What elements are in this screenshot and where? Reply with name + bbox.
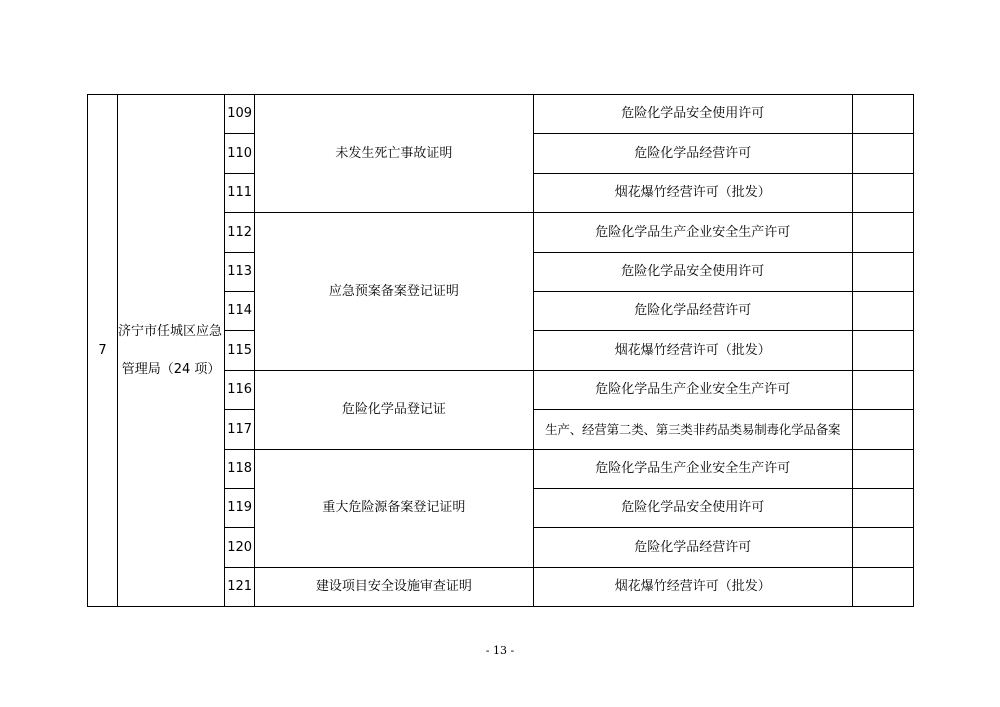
blank-cell xyxy=(852,213,913,252)
row-number: 117 xyxy=(225,410,255,449)
license-item: 危险化学品经营许可 xyxy=(533,528,852,567)
blank-cell xyxy=(852,410,913,449)
row-number: 115 xyxy=(225,331,255,370)
blank-cell xyxy=(852,291,913,330)
license-item: 烟花爆竹经营许可（批发） xyxy=(533,331,852,370)
row-number: 112 xyxy=(225,213,255,252)
row-number: 118 xyxy=(225,449,255,488)
certificate-cell: 危险化学品登记证 xyxy=(255,370,533,449)
blank-cell xyxy=(852,567,913,606)
row-number: 114 xyxy=(225,291,255,330)
blank-cell xyxy=(852,331,913,370)
table-row xyxy=(88,95,914,134)
blank-cell xyxy=(852,528,913,567)
blank-cell xyxy=(852,449,913,488)
row-number: 109 xyxy=(225,95,255,134)
department-cell xyxy=(118,95,225,607)
certificate-cell: 应急预案备案登记证明 xyxy=(255,213,533,371)
blank-cell xyxy=(852,95,913,134)
certificate-cell: 建设项目安全设施审查证明 xyxy=(255,567,533,606)
blank-cell xyxy=(852,488,913,527)
department-name-line1: 济宁市任城区应急 xyxy=(118,323,223,339)
license-item: 烟花爆竹经营许可（批发） xyxy=(533,567,852,606)
row-number: 111 xyxy=(225,173,255,212)
certificate-table xyxy=(87,94,914,607)
license-item: 危险化学品生产企业安全生产许可 xyxy=(533,213,852,252)
department-name-line2: 管理局（24 项） xyxy=(121,361,221,377)
license-item: 危险化学品经营许可 xyxy=(533,134,852,173)
row-number: 119 xyxy=(225,488,255,527)
certificate-cell: 重大危险源备案登记证明 xyxy=(255,449,533,567)
license-item: 生产、经营第二类、第三类非药品类易制毒化学品备案 xyxy=(533,410,852,449)
sequence-cell: 7 xyxy=(88,95,118,607)
license-item: 危险化学品安全使用许可 xyxy=(533,95,852,134)
page-number: - 13 - xyxy=(485,644,515,657)
row-number: 120 xyxy=(225,528,255,567)
license-item: 危险化学品安全使用许可 xyxy=(533,488,852,527)
license-item: 烟花爆竹经营许可（批发） xyxy=(533,173,852,212)
blank-cell xyxy=(852,173,913,212)
certificate-cell: 未发生死亡事故证明 xyxy=(255,95,533,213)
row-number: 113 xyxy=(225,252,255,291)
row-number: 116 xyxy=(225,370,255,409)
blank-cell xyxy=(852,252,913,291)
license-item: 危险化学品生产企业安全生产许可 xyxy=(533,449,852,488)
license-item: 危险化学品经营许可 xyxy=(533,291,852,330)
row-number: 121 xyxy=(225,567,255,606)
blank-cell xyxy=(852,370,913,409)
license-item: 危险化学品生产企业安全生产许可 xyxy=(533,370,852,409)
row-number: 110 xyxy=(225,134,255,173)
license-item: 危险化学品安全使用许可 xyxy=(533,252,852,291)
blank-cell xyxy=(852,134,913,173)
